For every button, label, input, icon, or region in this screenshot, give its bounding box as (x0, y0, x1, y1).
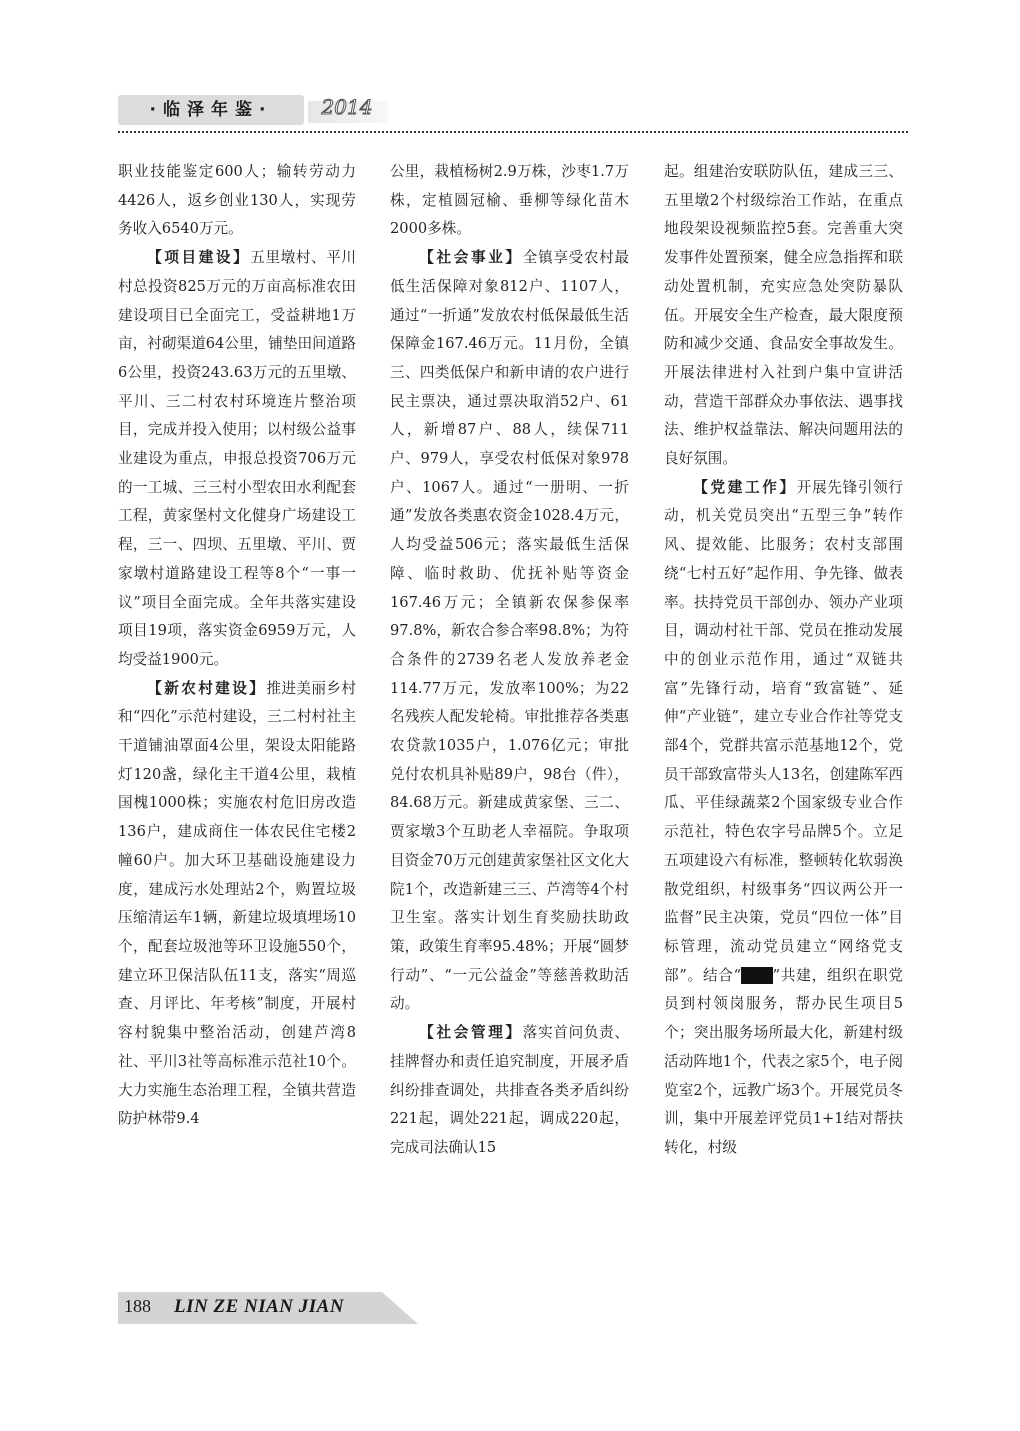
text-column-1 (118, 158, 356, 1134)
paragraph-social-management (390, 1019, 629, 1163)
paragraph-party-building (664, 474, 903, 1163)
paragraph-body: 开展先锋引领行动，机关党员突出“五型三争”转作风、提效能、比服务；农村支部围绕“七村五好”起作用、争先锋、做表率。扶持党员干部创办、领办产业项目，调动村社干部、党员在推动发展中的创业示范作用，通过“双链共富”先锋行动，培育“致富链”、延伸“产业链”，建立专业合作社等党支部4个，党群共富示范基地12个，党员干部致富带头人13名，创建陈军西瓜、平佳绿蔬菜2个国家级专业合作示范社，特色农字号品牌5个。立足五项建设六有标准，整顿转化软弱涣散党组织，村级事务“四议两公开一监督”民主决策，党员“四位一体”目标管理，流动党员建立“网络党支部”。结合“ (664, 478, 903, 984)
paragraph-project-construction (118, 244, 356, 675)
section-heading: 【党建工作】 (693, 478, 797, 496)
paragraph: 起。组建治安联防队伍，建成三三、五里墩2个村级综治工作站，在重点地段架设视频监控5套。完善重大突发事件处置预案，健全应急指挥和联动处置机制，充实应急处突防暴队伍。开展安全生产检查，最大限度预防和减少交通、食品安全事故发生。开展法律进村入社到户集中宣讲活动，营造干部群众办事依法、遇事找法、维护权益靠法、解决问题用法的良好氛围。 (664, 163, 903, 468)
paragraph-body: 推进美丽乡村和“四化”示范村建设，三二村村社主干道铺油罩面4公里，架设太阳能路灯120盏，绿化主干道4公里，栽植国槐1000株；实施农村危旧房改造136户，建成商住一体农民住宅楼2幢60户。加大环卫基础设施建设力度，建成污水处理站2个，购置垃圾压缩清运车1辆，新建垃圾填埋场10个，配套垃圾池等环卫设施550个，建立环卫保洁队伍11支，落实“周巡查、月评比、年考核”制度，开展村容村貌集中整治活动，创建芦湾8社、平川3社等高标准示范社10个。大力实施生态治理工程，全镇共营造防护林带9.4 (118, 679, 356, 1128)
section-heading: 【社会管理】 (419, 1024, 523, 1042)
section-heading: 【项目建设】 (147, 249, 251, 267)
paragraph: 公里，栽植杨树2.9万株，沙枣1.7万株，定植圆冠榆、垂柳等绿化苗木2000多株。 (390, 163, 629, 238)
section-heading: 【新农村建设】 (147, 679, 267, 697)
footer-title: LIN ZE NIAN JIAN (174, 1296, 345, 1317)
paragraph-social-affairs (390, 244, 629, 1019)
page-number: 188 (124, 1296, 151, 1316)
year-badge: 2014 (321, 95, 373, 119)
text-column-3 (664, 158, 903, 1163)
section-heading: 【社会事业】 (419, 249, 523, 267)
paragraph-body: ”共建，组织在职党员到村领岗服务，帮办民生项目5个；突出服务场所最大化，新建村级活动阵地1个，代表之家5个，电子阅览室2个，远教广场3个。开展党员冬训，集中开展差评党员1+1结对帮扶转化，村级 (664, 966, 903, 1156)
paragraph-new-rural-construction (118, 675, 356, 1134)
redacted-text (741, 967, 773, 984)
paragraph-body: 全镇享受农村最低生活保障对象812户、1107人，通过“一折通”发放农村低保最低生活保障金167.46万元。11月份，全镇三、四类低保户和新申请的农户进行民主票决，通过票决取消52户、61人，新增87户、88人，续保711户、979人，享受农村低保对象978户、1067人。通过“一册明、一折通”发放各类惠农资金1028.4万元，人均受益506元；落实最低生活保障、临时救助、优抚补贴等资金167.46万元；全镇新农保参保率97.8%，新农合参合率98.8%；为符合条件的2739名老人发放养老金114.77万元，发放率100%；为22名残疾人配发轮椅。审批推荐各类惠农贷款1035户，1.076亿元；审批兑付农机具补贴89户，98台（件），84.68万元。新建成黄家堡、三二、贾家墩3个互助老人幸福院。争取项目资金70万元创建黄家堡社区文化大院1个，改造新建三三、芦湾等4个村卫生室。落实计划生育奖励扶助政策，政策生育率95.48%；开展“圆梦行动”、“一元公益金”等慈善救助活动。 (390, 249, 629, 1013)
header-divider (118, 131, 908, 133)
paragraph-body: 落实首问负责、挂牌督办和责任追究制度，开展矛盾纠纷排查调处，共排查各类矛盾纠纷221起，调处221起，调成220起，完成司法确认15 (390, 1024, 629, 1156)
yearbook-title: ·临泽年鉴· (118, 95, 304, 125)
text-column-2 (390, 158, 629, 1163)
paragraph-body: 五里墩村、平川村总投资825万元的万亩高标准农田建设项目已全面完工，受益耕地1万亩，衬砌渠道64公里，铺垫田间道路6公里，投资243.63万元的五里墩、平川、三二村农村环境连片整治项目，完成并投入使用；以村级公益事业建设为重点，申报总投资706万元的一工城、三三村小型农田水利配套工程，黄家堡村文化健身广场建设工程，三一、四坝、五里墩、平川、贾家墩村道路建设工程等8个“一事一议”项目全面完成。全年共落实建设项目19项，落实资金6959万元，人均受益1900元。 (118, 249, 356, 668)
page-footer (118, 1292, 418, 1328)
paragraph: 职业技能鉴定600人；输转劳动力4426人，返乡创业130人，实现劳务收入6540万元。 (118, 163, 356, 238)
page-header (118, 95, 908, 135)
